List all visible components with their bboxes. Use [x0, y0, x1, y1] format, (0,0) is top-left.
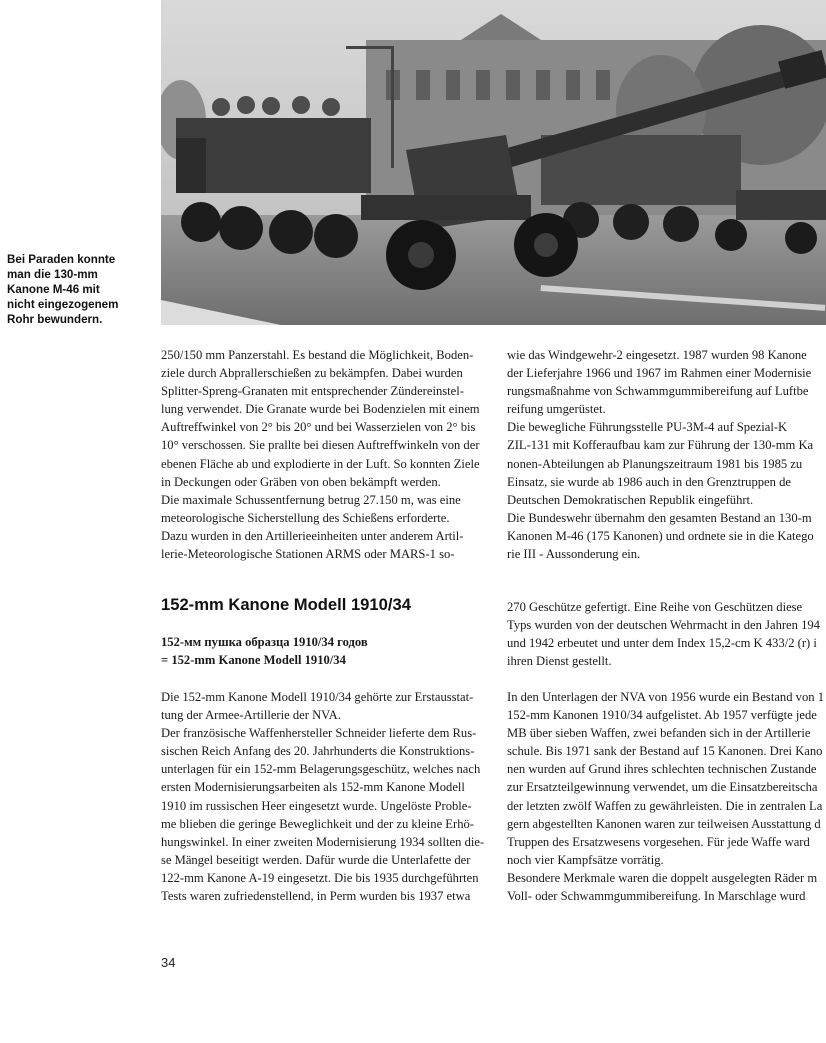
text-line: Deutschen Demokratischen Republik eingeführt.	[507, 492, 754, 507]
caption-line: man die 130-mm	[7, 268, 98, 281]
parade-photo	[161, 0, 826, 325]
text-line: der letzten zwölf Waffen zu gewährleisten. Die in zentralen La	[507, 798, 823, 813]
text-line: rungsmaßnahme von Schwammgummibereifung auf Luftbe	[507, 384, 809, 399]
text-line: rie III - Aussonderung ein.	[507, 547, 641, 562]
text-line: MB über sieben Waffen, zwei befanden sich in der Artillerie	[507, 726, 811, 741]
text-line: Voll- oder Schwammgummibereifung. In Marschlage wurd	[507, 889, 806, 904]
bottom-left-column	[161, 688, 489, 905]
text-line: reifung umgerüstet.	[507, 402, 606, 417]
text-line: unterlagen für ein 152-mm Belagerungsgeschütz, welches nach	[161, 762, 481, 777]
caption-line: Kanone M-46 mit	[7, 283, 100, 296]
top-right-column	[507, 346, 826, 563]
text-line: in Deckungen oder Gräben von oben bekämpft werden.	[161, 474, 441, 489]
text-line: und 1942 erbeutet und unter dem Index 15,2-cm K 433/2 (r) i	[507, 636, 817, 651]
text-line: Die Bundeswehr übernahm den gesamten Bestand an 130-m	[507, 510, 812, 525]
text-line: Die 152-mm Kanone Modell 1910/34 gehörte zur Erstausstat-	[161, 690, 474, 704]
text-line: Die maximale Schussentfernung betrug 27.150 m, was eine	[161, 492, 461, 507]
text-line: ZIL-131 mit Kofferaufbau kam zur Führung der 130-mm Ka	[507, 438, 814, 453]
text-line: hungswinkel. In einer zweiten Modernisierung 1934 sollten die-	[161, 834, 485, 849]
text-line: gern abgestellten Kanonen waren zur teilweisen Ausstattung d	[507, 816, 821, 831]
text-line: Tests waren zufriedenstellend, in Perm wurden bis 1937 etwa	[161, 889, 471, 904]
text-line: ziele durch Abprallerschießen zu bekämpfen. Dabei wurden	[161, 366, 463, 381]
text-line: Kanonen M-46 (175 Kanonen) und ordnete sie in die Katego	[507, 528, 814, 543]
text-line: ebenen Fläche ab und explodierte in der Luft. So konnten Ziele	[161, 456, 480, 471]
text-line: Die bewegliche Führungsstelle PU-3M-4 auf Spezial-K	[507, 420, 788, 435]
top-left-column	[161, 346, 489, 563]
subheading-line: 152-мм пушка образца 1910/34 годов	[161, 635, 368, 649]
text-line: Typs wurden von der deutschen Wehrmacht in den Jahren 194	[507, 618, 820, 633]
text-line: 122-mm Kanone A-19 eingesetzt. Die bis 1935 durchgeführten	[161, 870, 479, 885]
text-line: lerie-Meteorologische Stationen ARMS oder MARS-1 so-	[161, 547, 455, 562]
text-line: Auftreffwinkel von 2° bis 20° und bei Wasserzielen von 2° bis	[161, 420, 476, 435]
section-subheading	[161, 633, 368, 669]
text-line: ersten Modernisierungsarbeiten als 152-mm Kanone Modell	[161, 780, 465, 795]
text-line: 270 Geschütze gefertigt. Eine Reihe von Geschützen diese	[507, 600, 803, 614]
text-line: 250/150 mm Panzerstahl. Es bestand die Möglichkeit, Boden-	[161, 348, 474, 362]
text-line: 152-mm Kanonen 1910/34 aufgelistet. Ab 1957 verfügte jede	[507, 708, 817, 723]
text-line: ihren Dienst gestellt.	[507, 654, 612, 669]
text-line: zur Ersatzteilgewinnung verwendet, um die Einsatzbereitscha	[507, 780, 818, 795]
text-line: wie das Windgewehr-2 eingesetzt. 1987 wurden 98 Kanone	[507, 348, 807, 362]
page-number: 34	[161, 955, 176, 970]
caption-line: Bei Paraden konnte	[7, 253, 116, 266]
text-line: nonen-Abteilungen ab Planungszeitraum 1981 bis 1985 zu	[507, 456, 803, 471]
caption-line: nicht eingezogenem	[7, 298, 119, 311]
text-line: 10° verschossen. Sie prallte bei diesen Auftreffwinkeln von der	[161, 438, 480, 453]
text-line: der Lieferjahre 1966 und 1967 im Rahmen einer Modernisie	[507, 366, 812, 381]
text-line: schule. Bis 1971 sank der Bestand auf 15 Kanonen. Drei Kano	[507, 744, 823, 759]
text-line: In den Unterlagen der NVA von 1956 wurde ein Bestand von 1	[507, 690, 824, 704]
text-line: noch vier Kampfsätze vorrätig.	[507, 852, 664, 867]
text-line: se Mängel beseitigt werden. Dafür wurde die Unterlafette der	[161, 852, 471, 867]
text-line: meteorologische Sicherstellung des Schießens erforderte.	[161, 510, 450, 525]
bottom-right-intro	[507, 598, 826, 670]
text-line: Einsatz, sie wurde ab 1986 auch in den Grenztruppen de	[507, 474, 791, 489]
text-line: Der französische Waffenhersteller Schneider lieferte dem Rus-	[161, 726, 477, 741]
text-line: tung der Armee-Artillerie der NVA.	[161, 708, 341, 723]
photo-caption	[7, 252, 153, 327]
text-line: me blieben die geringe Beweglichkeit und der zu kleine Erhö-	[161, 816, 474, 831]
text-line: Besondere Merkmale waren die doppelt ausgelegten Räder m	[507, 870, 818, 885]
text-line: nen wurden auf Grund ihres schlechten technischen Zustande	[507, 762, 817, 777]
caption-line: Rohr bewundern.	[7, 313, 103, 326]
bottom-right-column	[507, 688, 826, 905]
text-line: Splitter-Spreng-Granaten mit entsprechender Zündereinstel-	[161, 384, 464, 399]
text-line: sischen Reich Anfang des 20. Jahrhunderts die Konstruktions-	[161, 744, 475, 759]
text-line: Dazu wurden in den Artillerieeinheiten unter anderem Artil-	[161, 528, 464, 543]
text-line: Truppen des Ersatzwesens vorgesehen. Für jede Waffe ward	[507, 834, 810, 849]
text-line: 1910 im russischen Heer eingesetzt wurde. Ungelöste Proble-	[161, 798, 472, 813]
text-line: lung verwendet. Die Granate wurde bei Bodenzielen mit einem	[161, 402, 480, 417]
subheading-line: = 152-mm Kanone Modell 1910/34	[161, 653, 346, 667]
section-heading: 152-mm Kanone Modell 1910/34	[161, 595, 411, 614]
